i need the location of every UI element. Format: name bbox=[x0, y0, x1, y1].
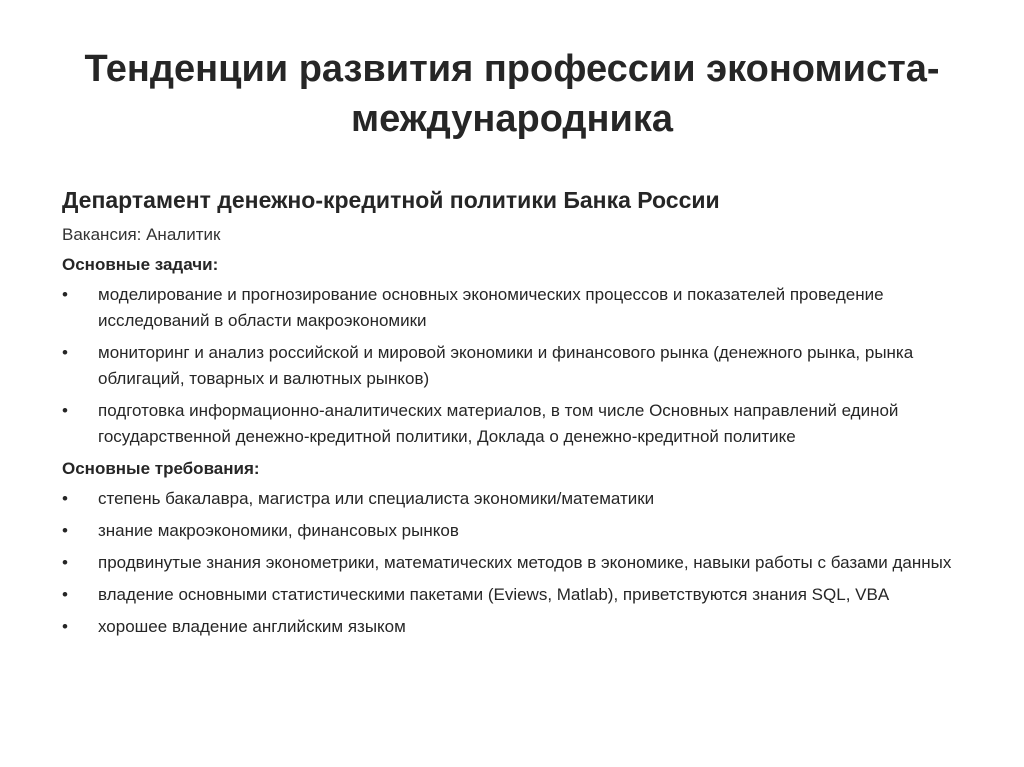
bullet-icon: • bbox=[62, 401, 68, 420]
list-item-text: мониторинг и анализ российской и мировой экономики и финансового рынка (денежного рынка, рынка облигаций, товарных и валютных рынков) bbox=[98, 343, 914, 388]
bullet-icon: • bbox=[62, 489, 68, 508]
requirements-heading: Основные требования: bbox=[62, 459, 260, 478]
slide-title: Тенденции развития профессии экономиста-международника bbox=[84, 48, 940, 140]
tasks-list bbox=[62, 282, 962, 450]
bullet-icon: • bbox=[62, 585, 68, 604]
bullet-icon: • bbox=[62, 285, 68, 304]
slide-content bbox=[62, 184, 962, 646]
list-item-text: продвинутые знания эконометрики, математических методов в экономике, навыки работы с базами данных bbox=[98, 553, 952, 572]
list-item bbox=[62, 486, 962, 512]
bullet-icon: • bbox=[62, 343, 68, 362]
list-item bbox=[62, 614, 962, 640]
vacancy-line: Вакансия: Аналитик bbox=[62, 225, 221, 244]
list-item-text: подготовка информационно-аналитических материалов, в том числе Основных направлений единой государственной денежно-кредитной политики, Доклада о денежно-кредитной политике bbox=[98, 401, 899, 446]
list-item-text: знание макроэкономики, финансовых рынков bbox=[98, 521, 459, 540]
list-item bbox=[62, 550, 962, 576]
department-heading: Департамент денежно-кредитной политики Банка России bbox=[62, 187, 720, 213]
bullet-icon: • bbox=[62, 617, 68, 636]
tasks-heading: Основные задачи: bbox=[62, 255, 219, 274]
list-item bbox=[62, 518, 962, 544]
list-item bbox=[62, 340, 962, 392]
list-item bbox=[62, 398, 962, 450]
bullet-icon: • bbox=[62, 553, 68, 572]
list-item-text: владение основными статистическими пакетами (Eviews, Matlab), приветствуются знания SQL, VBA bbox=[98, 585, 890, 604]
list-item-text: хорошее владение английским языком bbox=[98, 617, 406, 636]
list-item bbox=[62, 282, 962, 334]
list-item-text: степень бакалавра, магистра или специалиста экономики/математики bbox=[98, 489, 655, 508]
list-item bbox=[62, 582, 962, 608]
list-item-text: моделирование и прогнозирование основных экономических процессов и показателей проведение исследований в области макроэкономики bbox=[98, 285, 884, 330]
requirements-list bbox=[62, 486, 962, 640]
bullet-icon: • bbox=[62, 521, 68, 540]
